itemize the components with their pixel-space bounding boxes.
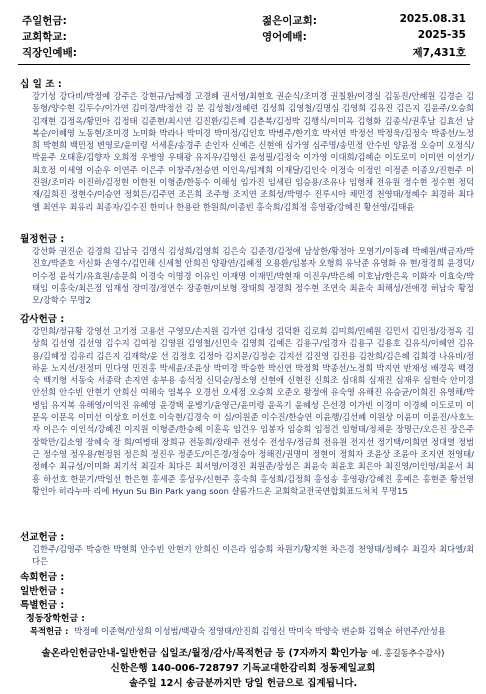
- mission-offering-section-title: 선교헌금 :: [20, 532, 65, 543]
- online-offering-notice: 솔온라인헌금안내-일반헌금 십일조/월정/감사/목적헌금 등 (7자까지 확인가능: [41, 648, 368, 659]
- designated-offering-names: 박정예 이준혁/안성희 이성범/백광숙 정영태/안진희 김영신 박미숙 박양숙 변순화 김혁순 허연주/안성용: [74, 626, 446, 636]
- designated-offering-row: [30, 625, 470, 637]
- online-offering-example: 예. 홍길동추수감사): [371, 648, 445, 658]
- workers-service-label: 직장인예배:: [22, 47, 77, 59]
- monthly-offering-names: 강선화 권진순 김경희 김남국 김명식 김성희/김영희 김은숙 김준경/김정애 남상한/황정아 모영기/이동례 박혜원/백금자/박진호/박준호 서신화 손영수/김민해 신세철 안희진 양광연/김혜정 오용환/임봉자 오형희 유낙준 유영화 유 현/정경희 윤경덕/이수정 윤석기/유효원/송문희 이경숙 이명경 이유인 이재명 이재민/박현재 이진우/박은혜 이호남/한은옥 이화자 이효숙/박태임 이홍숙/최은정 임재성 장미경/정연수 장종현/이보형 장태희 정경희 정수현 조연숙 최윤숙 최해성/전애경 허남숙 황정모/강학수 무명2: [32, 246, 474, 306]
- cell-group-offering-section-title: 속회헌금 :: [20, 572, 65, 583]
- general-offering-section-title: 일반헌금 :: [20, 586, 65, 597]
- mission-offering-names: 김한주/김영주 박승한 박현희 안수빈 안현기 안희신 이은라 임승희 차원기/황지현 차은경 천영태/정혜수 최길자 최다엘/최다은: [32, 544, 474, 567]
- young-adult-church-label: 젊은이교회:: [262, 15, 317, 27]
- sunday-offering-label: 주일헌금:: [22, 15, 67, 27]
- thanksgiving-offering-section-title: 감사헌금 :: [20, 314, 65, 325]
- designated-offering-label: 목적헌금 :: [30, 626, 69, 636]
- online-offering-info: [0, 645, 486, 659]
- header-row-2: [0, 29, 486, 45]
- scholarship-offering-title: 정동장학헌금 :: [26, 614, 85, 624]
- bulletin-issue-number: 제7,431호: [412, 47, 466, 59]
- tithe-names: 강기성 강다비/박정예 강주은 강현규/남혜경 고경혜 권서영/최현호 권순식/조미경 권칠환/이경실 김동진/안혜원 김경순 김동형/양수현 김두수/이가연 김미경/박정선 김 분 김성철/정혜련 김성희 김영철/길명심 김영희 김유진 김은지 김윤주/오승희 김재현 김정옥/황민아 김정태 김준현/최시연 김진환/김은혜 김춘복/김정박 김행식/이미옥 김형화 김종식/권후남 김효선 남복순/이혜영 노동현/조미경 노미화 박라나 박미경 박미정/김인호 박병주/한기호 박서연 박정선 박정욱/김정숙 박종선/노정희 박현희 백민정 변영로/윤미령 서세훈/송경주 손인자 신예은 신현애 심가영 심주명/송민정 안수빈 양윤정 오승미 오정식/박윤주 오태훈/김향자 오희정 우병영 우태광 유지우/김영신 윤성필/김정숙 이가영 이대희/김혜순 이도로미 이미연 이선기/최호정 이세영 이순우 이연주 이은주 이창주/천승연 이인옥/임계희 이재달/김인숙 이정숙 이정인 이정준 이종오/진현주 이진원/조미라 이진하/김정현 이한천 이형준/한동수 이해성 임가진 임세린 임승용/조유나 임형채 전유원 정수현 정수현 정덕재/김희진 정현수/이승연 정회든/김주연 조은희 조주형 조지연 조희성/박명수 진루시아 채민경 천영태/정혜수 최경하 최다엘 최연우 최유리 최종자/김수진 한미나 한용란 한원희/이종빈 홍숙희/김희정 홍영광/강혜진 황선영/김태윤: [32, 91, 474, 212]
- bulletin-week-number: 2025-35: [417, 29, 466, 41]
- header-row-3: [0, 45, 486, 61]
- church-school-label: 교회학교:: [22, 31, 67, 43]
- offering-deadline-notice: 솔주일 12시 송금분까지만 당일 헌금으로 집계됩니다.: [128, 678, 358, 689]
- header-row-1: [0, 13, 486, 29]
- header-divider: [18, 64, 470, 65]
- bulletin-date: 2025.08.31: [399, 13, 466, 25]
- tithe-section-title: 십 일 조 :: [20, 79, 62, 90]
- thanksgiving-offering-names: 강민희/정규황 강영선 고기정 고용선 구영모/손지원 김가연 김대성 김덕환 김로희 김미희/민혜원 김민서 김민정/강정옥 김상희 김선영 김선영 김수지 김여정 김영원 김영철/신민숙 김영희 김예은 김용구/임경자 김용구 김용호 김유식/이혜연 김유용/김혜정 김유리 김은지 김재학/윤 선 김정호 김정아 김지문/김정순 김지선 김진영 김진용 김찬희/김은혜 김희경 나유비/정하윤 노지선/전정미 민다영 민진홍 박세윤/조윤상 박미경 박승한 박신연 박정희 박종선/노정희 박지연 반재성 배경옥 백경숙 백기형 서동숙 서종락 손지연 송부용 송석정 신덕순/정소영 신현애 신현진 신희조 심대희 심재진 심재우 심현숙 안미경 안선희 안수빈 안현기 안희신 여해숙 염복우 오경선 오세정 오승희 오준오 왕정애 유숙영 유해진 유승균/이희진 유영해/박병임 유지복 유해영/이익진 유혜영 윤경택 윤병기/윤영근/윤미령 윤옥기 윤혜성 은선경 이가빈 이경미 이경혜 이도로미 이문옥 이문옥 이미선 이상호 이선호 이숙현/김경숙 이 심/이원준 이수진/한승연 이윤행/김선혜 이원상 이윤미 이윤진/사호노자 이은수 이인석/강혜진 이지원 이형준/한승혜 이훈옥 임건우 임봉자 임승희 임정건 임형태/정채운 장명근/오은진 장은주 장학만/김소영 장혜숙 장 희/여병태 장희규 전동희/장래주 전성수 전성우/정금희 전유원 전지선 정기택/이희연 정대열 정범근 정수영 정우용/현정원 정은희 정진우 정준도/이은경/정승아 정해진/권명미 정현이 정희자 조윤상 조윤아 조지연 천영태/정혜수 최규성/이미화 최기석 최길자 최다은 최서영/이경진 최원준/장성은 최윤숙 최윤호 최은아 최진영/이인영/최윤서 최 흥 하선호 한문기/박일선 한은현 홍세준 홍성우/신현주 홍숙희 홍성희/김정희 홍성송 홍영광/강혜진 홍예은 홍현준 황선영 황인아 히라누마 리에 Hyun Su Bin Park yang soon 샬롬가드온 교회학교전국연합회표드처치 무명15: [32, 326, 474, 496]
- english-service-label: 영어예배:: [262, 31, 307, 43]
- monthly-offering-section-title: 월정헌금 :: [20, 234, 65, 245]
- special-offering-section-title: 특별헌금 :: [20, 600, 65, 611]
- bank-account-info: 신한은행 140-006-728797 기독교대한감리회 정동제일교회: [110, 663, 376, 674]
